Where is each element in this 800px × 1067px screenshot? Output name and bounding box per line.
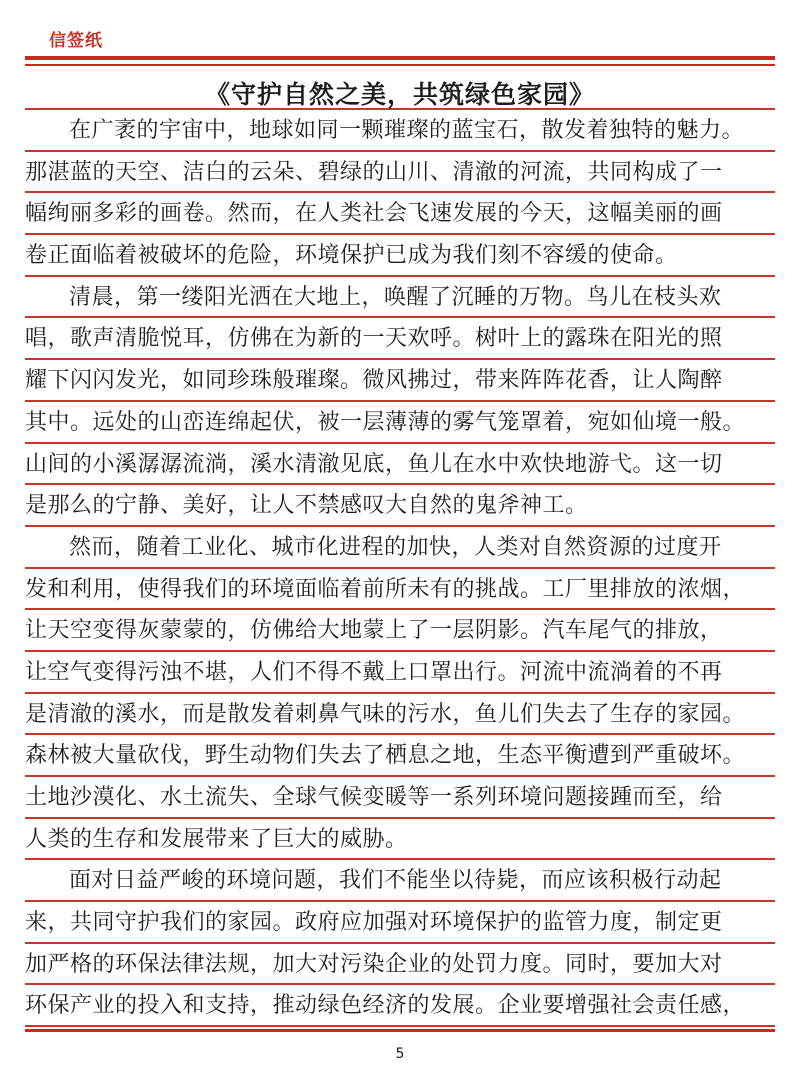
text-line: 山间的小溪潺潺流淌，溪水清澈见底，鱼儿在水中欢快地游弋。这一切	[25, 444, 775, 486]
text-line: 土地沙漠化、水土流失、全球气候变暖等一系列环境问题接踵而至，给	[25, 777, 775, 819]
text-line: 幅绚丽多彩的画卷。然而，在人类社会飞速发展的今天，这幅美丽的画	[25, 193, 775, 235]
text-line: 在广袤的宇宙中，地球如同一颗璀璨的蓝宝石，散发着独特的魅力。	[25, 110, 775, 152]
document-title: 《守护自然之美，共筑绿色家园》	[204, 80, 595, 109]
text-line: 是清澈的溪水，而是散发着刺鼻气味的污水，鱼儿们失去了生存的家园。	[25, 694, 775, 736]
text-line: 唱，歌声清脆悦耳，仿佛在为新的一天欢呼。树叶上的露珠在阳光的照	[25, 318, 775, 360]
text-line: 来，共同守护我们的家园。政府应加强对环境保护的监管力度，制定更	[25, 902, 775, 944]
stationery-label: 信签纸	[49, 31, 103, 51]
text-line: 环保产业的投入和支持，推动绿色经济的发展。企业要增强社会责任感，	[25, 985, 775, 1027]
text-line: 加严格的环保法律法规，加大对污染企业的处罚力度。同时，要加大对	[25, 944, 775, 986]
text-line: 是那么的宁静、美好，让人不禁感叹大自然的鬼斧神工。	[25, 485, 775, 527]
page-number: 5	[395, 1046, 405, 1063]
title-row	[25, 66, 775, 110]
text-line: 耀下闪闪发光，如同珍珠般璀璨。微风拂过，带来阵阵花香，让人陶醉	[25, 360, 775, 402]
text-line: 让空气变得污浊不堪，人们不得不戴上口罩出行。河流中流淌着的不再	[25, 652, 775, 694]
text-line: 其中。远处的山峦连绵起伏，被一层薄薄的雾气笼罩着，宛如仙境一般。	[25, 402, 775, 444]
text-line: 然而，随着工业化、城市化进程的加快，人类对自然资源的过度开	[25, 527, 775, 569]
document-body	[25, 110, 775, 1027]
top-double-rule	[25, 56, 775, 66]
text-line: 那湛蓝的天空、洁白的云朵、碧绿的山川、清澈的河流，共同构成了一	[25, 152, 775, 194]
text-line: 面对日益严峻的环境问题，我们不能坐以待毙，而应该积极行动起	[25, 860, 775, 902]
text-line: 清晨，第一缕阳光洒在大地上，唤醒了沉睡的万物。鸟儿在枝头欢	[25, 277, 775, 319]
text-line: 发和利用，使得我们的环境面临着前所未有的挑战。工厂里排放的浓烟，	[25, 569, 775, 611]
text-line: 人类的生存和发展带来了巨大的威胁。	[25, 819, 775, 861]
text-line: 森林被大量砍伐，野生动物们失去了栖息之地，生态平衡遭到严重破坏。	[25, 735, 775, 777]
text-line: 卷正面临着被破坏的危险，环境保护已成为我们刻不容缓的使命。	[25, 235, 775, 277]
text-line: 让天空变得灰蒙蒙的，仿佛给大地蒙上了一层阴影。汽车尾气的排放，	[25, 610, 775, 652]
bottom-double-rule	[25, 1029, 775, 1032]
